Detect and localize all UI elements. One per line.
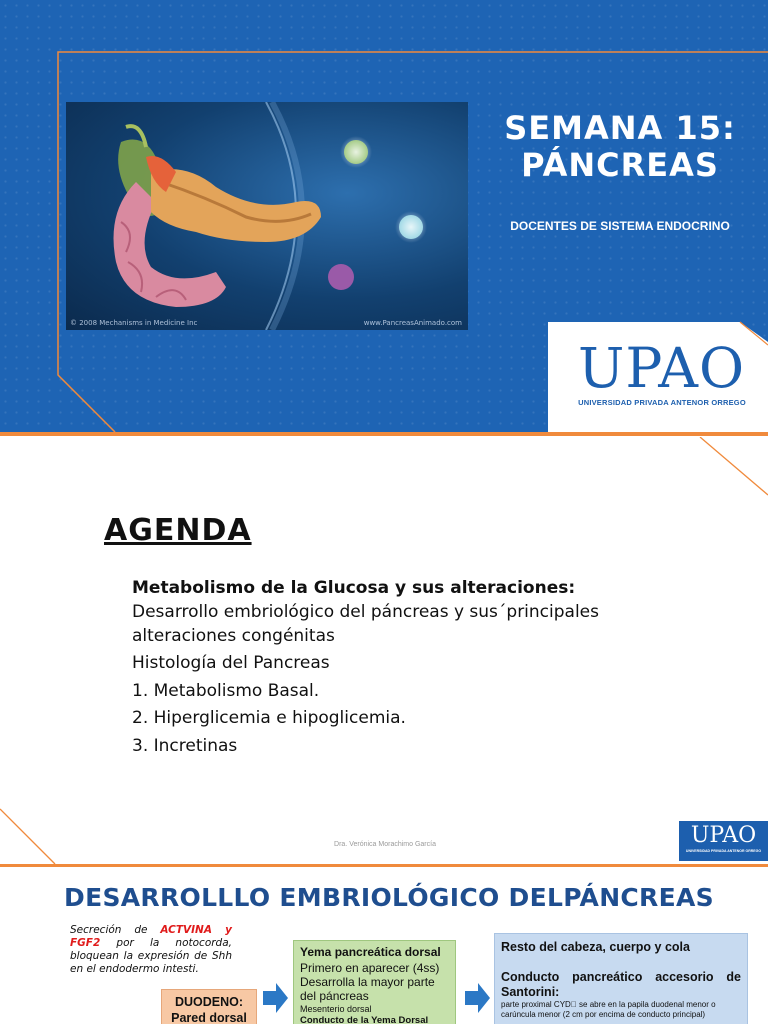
yema-line: Mesenterio dorsal bbox=[300, 1004, 372, 1014]
slide-subtitle: DOCENTES DE SISTEMA ENDOCRINO bbox=[510, 219, 730, 233]
upao-logo-small-fullname: UNIVERSIDAD PRIVADA ANTENOR ORREGO bbox=[685, 849, 762, 853]
duodeno-line-2: Pared dorsal bbox=[171, 1011, 247, 1024]
title-line-2: PÁNCREAS bbox=[521, 146, 719, 184]
yema-line: Desarrolla la mayor parte del páncreas bbox=[300, 975, 435, 1003]
slide-title: DESARROLLLO EMBRIOLÓGICO DELPÁNCREAS bbox=[64, 883, 714, 912]
upao-logo-fullname: UNIVERSIDAD PRIVADA ANTENOR ORREGO bbox=[578, 398, 746, 407]
secretion-pre: Secreción de bbox=[70, 924, 161, 936]
image-credit-left: © 2008 Mechanisms in Medicine Inc bbox=[70, 319, 198, 327]
arrow-right-icon bbox=[465, 982, 491, 1014]
secretion-text bbox=[70, 924, 232, 976]
agenda-heading: Metabolismo de la Glucosa y sus alteraciones: bbox=[132, 578, 576, 598]
agenda-title: AGENDA bbox=[104, 513, 252, 548]
yema-heading: Yema pancreática dorsal bbox=[300, 945, 441, 959]
agenda-item: 1. Metabolismo Basal. bbox=[132, 680, 320, 701]
duodeno-box bbox=[161, 989, 257, 1024]
title-slide bbox=[0, 0, 768, 436]
resto-box bbox=[494, 933, 748, 1024]
upao-logo-small bbox=[679, 821, 768, 861]
agenda-item: Histología del Pancreas bbox=[132, 653, 330, 673]
orange-divider bbox=[0, 432, 768, 436]
resto-heading: Resto del cabeza, cuerpo y cola bbox=[501, 940, 690, 954]
upao-logo-small-name: UPAO bbox=[690, 823, 757, 848]
agenda-item: Desarrollo embriológico del páncreas y sus´principales bbox=[132, 602, 600, 622]
agenda-slide bbox=[0, 437, 768, 867]
agenda-item: 2. Hiperglicemia e hipoglicemia. bbox=[132, 708, 406, 728]
duodeno-line-1: DUODENO: bbox=[174, 995, 244, 1009]
secretion-highlight: ACTVINA y FGF2 bbox=[70, 924, 232, 949]
yema-line: Conducto de la Yema Dorsal bbox=[300, 1015, 429, 1024]
upao-logo: UPAO bbox=[578, 336, 746, 400]
arrow-right-icon bbox=[263, 982, 289, 1014]
resto-text: parte proximal CYD  se abre en la papila duodenal menor o carúncula menor (2 cm por encima de conducto principal) bbox=[501, 1000, 716, 1019]
embryology-slide bbox=[0, 867, 768, 1024]
footer-author: Dra. Verónica Morachimo García bbox=[334, 841, 436, 848]
title-line-1: SEMANA 15: bbox=[504, 109, 736, 147]
image-credit-right: www.PancreasAnimado.com bbox=[363, 319, 462, 327]
yema-line: Primero en aparecer (4ss) bbox=[300, 961, 440, 975]
agenda-item: alteraciones congénitas bbox=[132, 625, 335, 646]
secretion-post: por la notocorda, bloquean la expresión de Shh en el endodermo intesti. bbox=[70, 937, 232, 975]
resto-subheading: Conducto pancreático accesorio de Santorini: bbox=[501, 970, 741, 999]
agenda-list bbox=[132, 575, 692, 758]
yema-dorsal-box bbox=[293, 940, 456, 1024]
agenda-item: 3. Incretinas bbox=[132, 735, 238, 756]
